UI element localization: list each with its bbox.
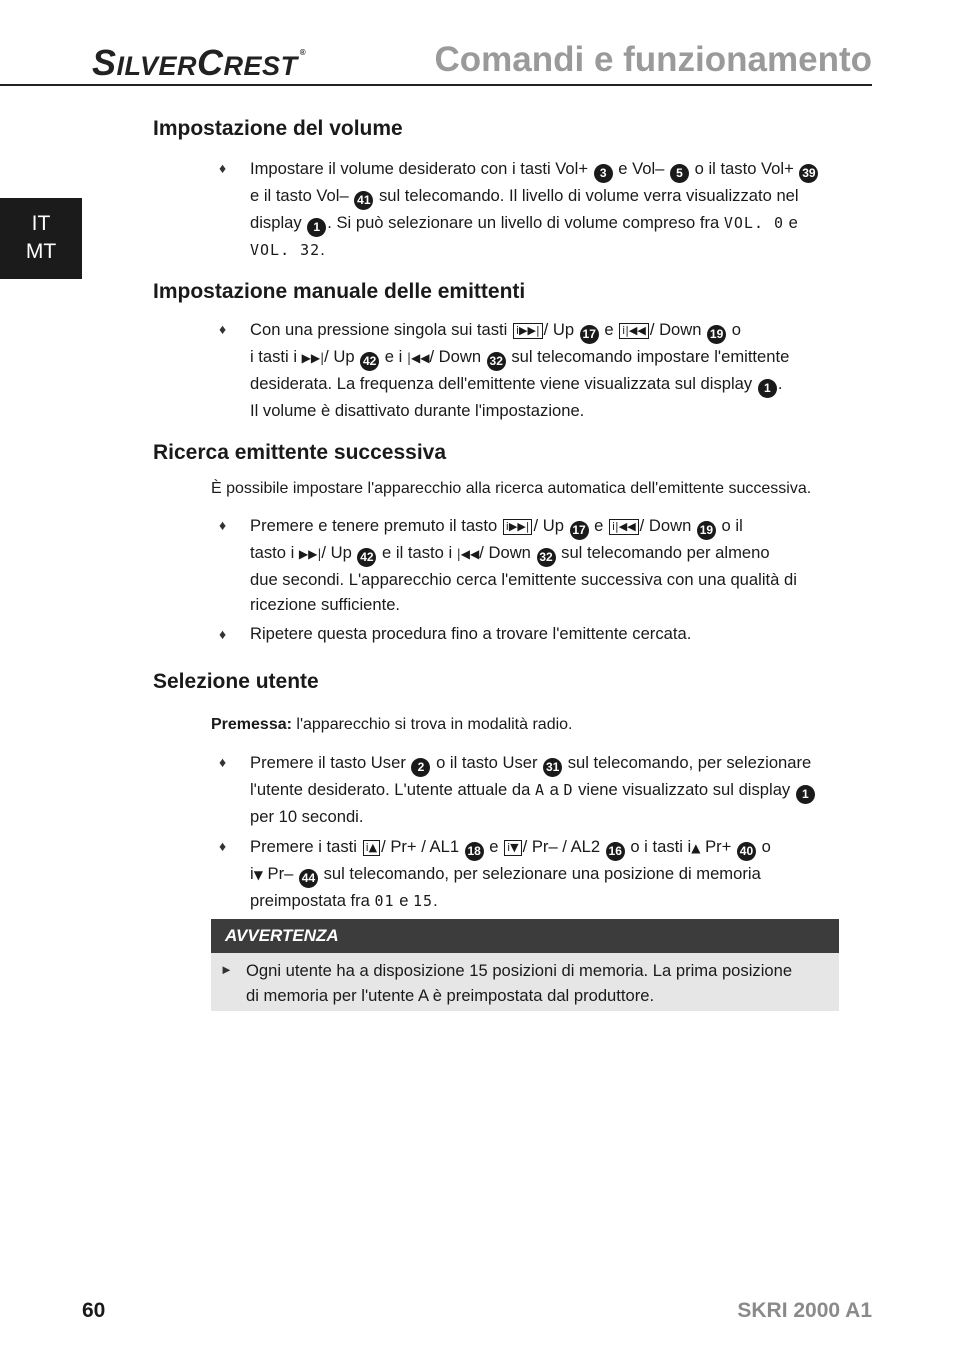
next-icon: ▶▶| [301, 351, 325, 365]
search-repeat-text: Ripetere questa procedura fino a trovare l'emittente cercata. [250, 624, 692, 643]
header-rule [0, 84, 872, 86]
ref-badge: 1 [796, 785, 815, 804]
arrow-icon: ► [220, 962, 233, 977]
heading-volume: Impostazione del volume [153, 117, 403, 140]
ref-badge: 39 [799, 164, 818, 183]
bullet: ♦ [219, 754, 227, 770]
heading-manual-tuning: Impostazione manuale delle emittenti [153, 280, 526, 303]
ref-badge: 1 [758, 379, 777, 398]
display-readout: D [563, 781, 574, 799]
bullet: ♦ [219, 517, 227, 533]
search-paragraph: Premere e tenere premuto il tasto i▶▶| / Up 17 e i|◀◀ / Down 19 o il tasto i ▶▶|/ Up 42 e il tasto i |◀◀/ Down 32 sul telecomando per almeno due secondi. L'apparecchio cerca l'emittente successiva con una qualità di ricezione sufficiente. [250, 516, 797, 614]
silvercrest-logo: SILVERCREST ® [92, 42, 306, 83]
page-number: 60 [82, 1299, 106, 1322]
prev-icon: |◀◀ [406, 351, 430, 365]
volume-paragraph: Impostare il volume desiderato con i tasti Vol+ 3 e Vol– 5 o il tasto Vol+ 39 e il tasto Vol– 41 sul telecomando. Il livello di volume verra visualizzato nel display 1 . Si può selezionare un livello di volume compreso fra VOL. 0 e VOL. 32. [250, 156, 850, 263]
bullet: ♦ [219, 838, 227, 854]
next-key-icon: i▶▶| [503, 519, 533, 535]
manual-paragraph: Con una pressione singola sui tasti i▶▶| / Up 17 e i|◀◀ / Down 19 o i tasti i ▶▶|/ Up 42 e i |◀◀/ Down 32 sul telecomando impostare l'emittente desiderata. La frequenza dell'emittente viene visualizzata sul display 1 . Il volume è disattivato durante l'impostazione. [250, 320, 790, 420]
display-readout: VOL. 0 [723, 214, 785, 232]
ref-badge: 16 [606, 842, 625, 861]
down-icon: ▼ [253, 868, 263, 882]
ref-badge: 31 [543, 758, 562, 777]
bullet: ♦ [219, 321, 227, 337]
ref-badge: 17 [580, 325, 599, 344]
user-paragraph-1: Premere il tasto User 2 o il tasto User 31 sul telecomando, per selezionare l'utente desiderato. L'utente attuale da A a D viene visualizzato sul display 1 per 10 secondi. [250, 750, 850, 829]
page-title: Comandi e funzionamento [434, 40, 872, 79]
ref-badge: 19 [697, 521, 716, 540]
ref-badge: 44 [299, 869, 318, 888]
model-name: SKRI 2000 A1 [737, 1299, 872, 1322]
user-paragraph-2: Premere i tasti i▲ / Pr+ / AL1 18 e i▼ / Pr– / AL2 16 o i tasti i▲ Pr+ 40 o i▼ Pr– 44 sul telecomando, per selezionare una posizione di memoria preimpostata fra 01 e 15. [250, 837, 771, 910]
ref-badge: 3 [594, 164, 613, 183]
prev-key-icon: i|◀◀ [609, 519, 639, 535]
language-it: IT [31, 212, 51, 235]
prev-icon: |◀◀ [456, 547, 480, 561]
up-key-icon: i▲ [363, 840, 381, 856]
display-readout: A [534, 781, 545, 799]
up-icon: ▲ [691, 841, 701, 855]
warning-text: Ogni utente ha a disposizione 15 posizioni di memoria. La prima posizione di memoria per l'utente A è preimpostata dal produttore. [246, 961, 793, 1005]
ref-badge: 32 [537, 548, 556, 567]
ref-badge: 42 [360, 352, 379, 371]
down-key-icon: i▼ [504, 840, 522, 856]
premise: Premessa: l'apparecchio si trova in modalità radio. [211, 716, 573, 733]
bullet: ♦ [219, 160, 227, 176]
heading-user-selection: Selezione utente [153, 670, 319, 693]
ref-badge: 19 [707, 325, 726, 344]
language-mt: MT [25, 240, 57, 263]
language-tab [0, 198, 82, 279]
ref-badge: 42 [357, 548, 376, 567]
next-key-icon: i▶▶| [513, 323, 543, 339]
bullet: ♦ [219, 626, 227, 642]
ref-badge: 41 [354, 191, 373, 210]
next-icon: ▶▶| [298, 547, 322, 561]
ref-badge: 17 [570, 521, 589, 540]
ref-badge: 40 [737, 842, 756, 861]
display-readout: 01 [374, 892, 395, 910]
ref-badge: 1 [307, 218, 326, 237]
heading-next-station-search: Ricerca emittente successiva [153, 441, 447, 464]
display-readout: VOL. 32 [250, 241, 321, 259]
ref-badge: 5 [670, 164, 689, 183]
ref-badge: 2 [411, 758, 430, 777]
search-intro: È possibile impostare l'apparecchio alla ricerca automatica dell'emittente successiva. [211, 480, 812, 497]
ref-badge: 18 [465, 842, 484, 861]
prev-key-icon: i|◀◀ [619, 323, 649, 339]
warning-heading: AVVERTENZA [211, 919, 839, 953]
display-readout: 15 [413, 892, 434, 910]
ref-badge: 32 [487, 352, 506, 371]
